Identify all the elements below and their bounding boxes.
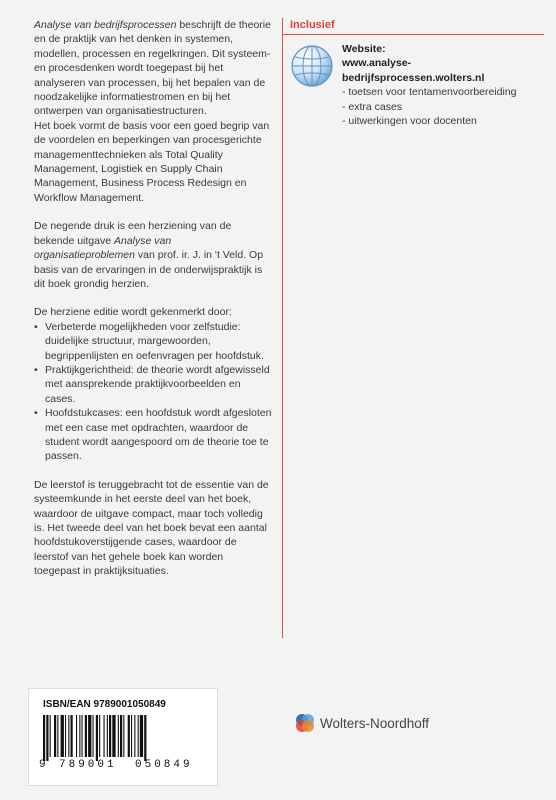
- book-title: Analyse van bedrijfsprocessen: [34, 19, 177, 31]
- intro-paragraph-continued: Het boek vormt de basis voor een goed begrip van de voordelen en beperkingen van procesgerichte managementtechnieken als Total Quality Management, Logistiek en Supply Chain Management, Business Process Redesign en Workflow Management.: [34, 119, 270, 204]
- back-cover-description: [34, 18, 272, 593]
- barcode-digit-group: 789001: [59, 759, 117, 771]
- barcode-icon: [39, 715, 207, 761]
- publisher-name: Wolters-Noordhoff: [320, 715, 430, 731]
- original-title: Analyse van organisatieproblemen: [34, 234, 172, 262]
- feature-item: • Hoofdstukcases: een hoofdstuk wordt afgesloten met een case met opdrachten, waardoor de student wordt aangespoord om de theorie toe te passen.: [34, 406, 272, 464]
- barcode-digit-group: 050849: [135, 759, 193, 771]
- included-item: - uitwerkingen voor docenten: [342, 115, 477, 128]
- website-label: Website:: [342, 43, 386, 55]
- barcode-digit-first: 9: [39, 759, 46, 771]
- publisher-block: [294, 712, 429, 734]
- barcode-label: [28, 688, 218, 786]
- intro-text: beschrijft de theorie en de praktijk van het denken in systemen, modellen, processen en regelkringen. Dit systeem- en procesdenken wordt toegepast bij het analyseren van processen, bij het bepalen van de noodzakelijke informatiestromen en bij het ontwerpen van organisatiestructuren.: [34, 19, 271, 118]
- included-item: - extra cases: [342, 100, 403, 113]
- isbn-text: ISBN/EAN 9789001050849: [43, 699, 166, 710]
- intro-paragraph: [34, 18, 272, 119]
- heading-rule: [282, 34, 544, 35]
- feature-item: • Praktijkgerichtheid: de theorie wordt afgewisseld met aansprekende praktijkvoorbeelden en cases.: [34, 363, 272, 406]
- website-info: [342, 42, 552, 128]
- closing-paragraph: De leerstof is teruggebracht tot de essentie van de systeemkunde in het eerste deel van het boek, waardoor de uitgave compact, maar toch volledig is. Het tweede deel van het boek bevat een aantal hoofdstukoverstijgende cases, waardoor de leerstof van het gehele boek kan worden toegepast in praktijksituaties.: [34, 478, 269, 578]
- website-url[interactable]: www.analyse-bedrijfsprocessen.wolters.nl: [342, 57, 485, 84]
- features-list: [34, 320, 272, 464]
- feature-item: • Verbeterde mogelijkheden voor zelfstudie: duidelijke structuur, margewoorden, begrippenlijsten en oefenvragen per hoofdstuk.: [34, 320, 272, 363]
- edition-paragraph: De negende druk is een herziening van de bekende uitgave Analyse van organisatieproblemen van prof. ir. J. in 't Veld. Op basis van de ervaringen in de onderwijspraktijk is dit boek grondig herzien.: [34, 220, 264, 290]
- features-intro: De herziene editie wordt gekenmerkt door:: [34, 306, 232, 319]
- publisher-logo-icon: [294, 712, 316, 734]
- globe-icon: [290, 44, 334, 88]
- included-item: - toetsen voor tentamenvoorbereiding: [342, 86, 517, 99]
- column-divider: [282, 18, 283, 638]
- inclusief-heading: Inclusief: [290, 19, 335, 31]
